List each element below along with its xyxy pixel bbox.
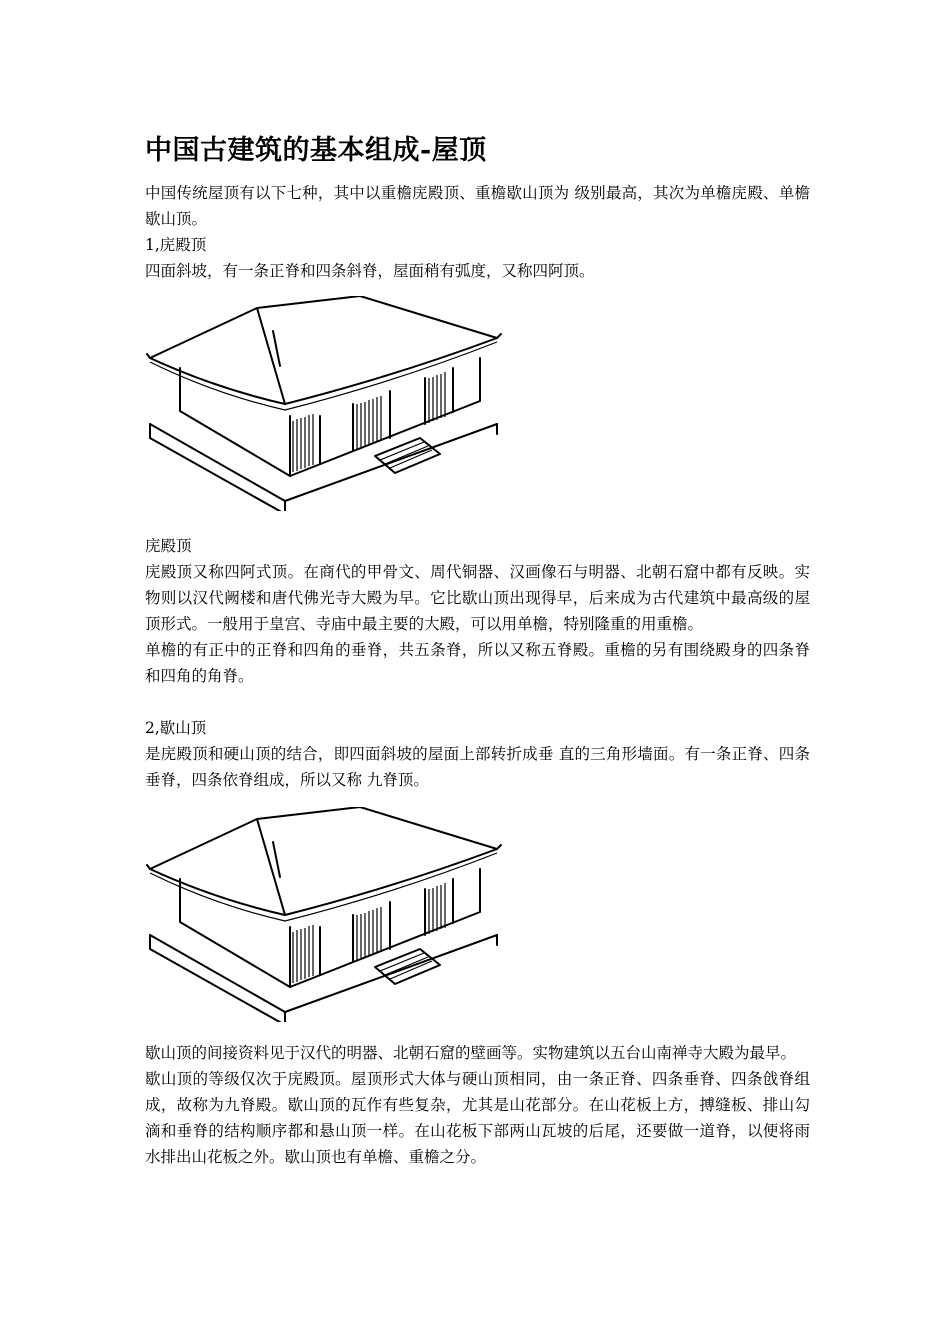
section2-heading: 2,歇山顶 — [145, 719, 207, 737]
hip-roof-illustration — [145, 296, 505, 511]
page-title: 中国古建筑的基本组成-屋顶 — [145, 135, 487, 166]
section1-figure-caption: 庑殿顶 — [145, 537, 192, 555]
building-drawing — [147, 296, 501, 511]
article — [145, 132, 810, 1170]
section1-paragraph-1: 庑殿顶又称四阿式顶。在商代的甲骨文、周代铜器、汉画像石与明器、北朝石窟中都有反映。实物则以汉代阙楼和唐代佛光寺大殿为早。它比歇山顶出现得早，后来成为古代建筑中最高级的屋顶形式。一般用于皇宫、寺庙中最主要的大殿，可以用单檐，特别隆重的用重檐。 — [145, 563, 810, 633]
section1-heading: 1,庑殿顶 — [145, 236, 207, 254]
gable-hip-roof-illustration — [145, 807, 505, 1022]
section2-paragraph-2: 歇山顶的等级仅次于庑殿顶。屋顶形式大体与硬山顶相同，由一条正脊、四条垂脊、四条戗脊组成，故称为九脊殿。歇山顶的瓦作有些复杂，尤其是山花部分。在山花板上方，搏缝板、排山勾滴和垂脊的结构顺序都和悬山顶一样。在山花板下部两山瓦坡的后尾，还要做一道脊，以便将雨水排出山花板之外。歇山顶也有单檐、重檐之分。 — [145, 1070, 810, 1166]
spacer — [145, 689, 810, 715]
section1-paragraph-2: 单檐的有正中的正脊和四角的垂脊，共五条脊，所以又称五脊殿。重檐的另有围绕殿身的四条脊和四角的角脊。 — [145, 641, 810, 685]
section2-paragraph-1: 歇山顶的间接资料见于汉代的明器、北朝石窟的壁画等。实物建筑以五台山南禅寺大殿为最早。 — [145, 1044, 797, 1062]
intro-paragraph: 中国传统屋顶有以下七种，其中以重檐庑殿顶、重檐歇山顶为 级别最高，其次为单檐庑殿、单檐歇山顶。 — [145, 184, 810, 228]
section2-summary: 是庑殿顶和硬山顶的结合，即四面斜坡的屋面上部转折成垂 直的三角形墙面。有一条正脊、四条垂脊，四条依脊组成，所以又称 九脊顶。 — [145, 745, 810, 789]
building-drawing-2 — [147, 807, 501, 1022]
section1-summary: 四面斜坡，有一条正脊和四条斜脊，屋面稍有弧度，又称四阿顶。 — [145, 262, 595, 280]
